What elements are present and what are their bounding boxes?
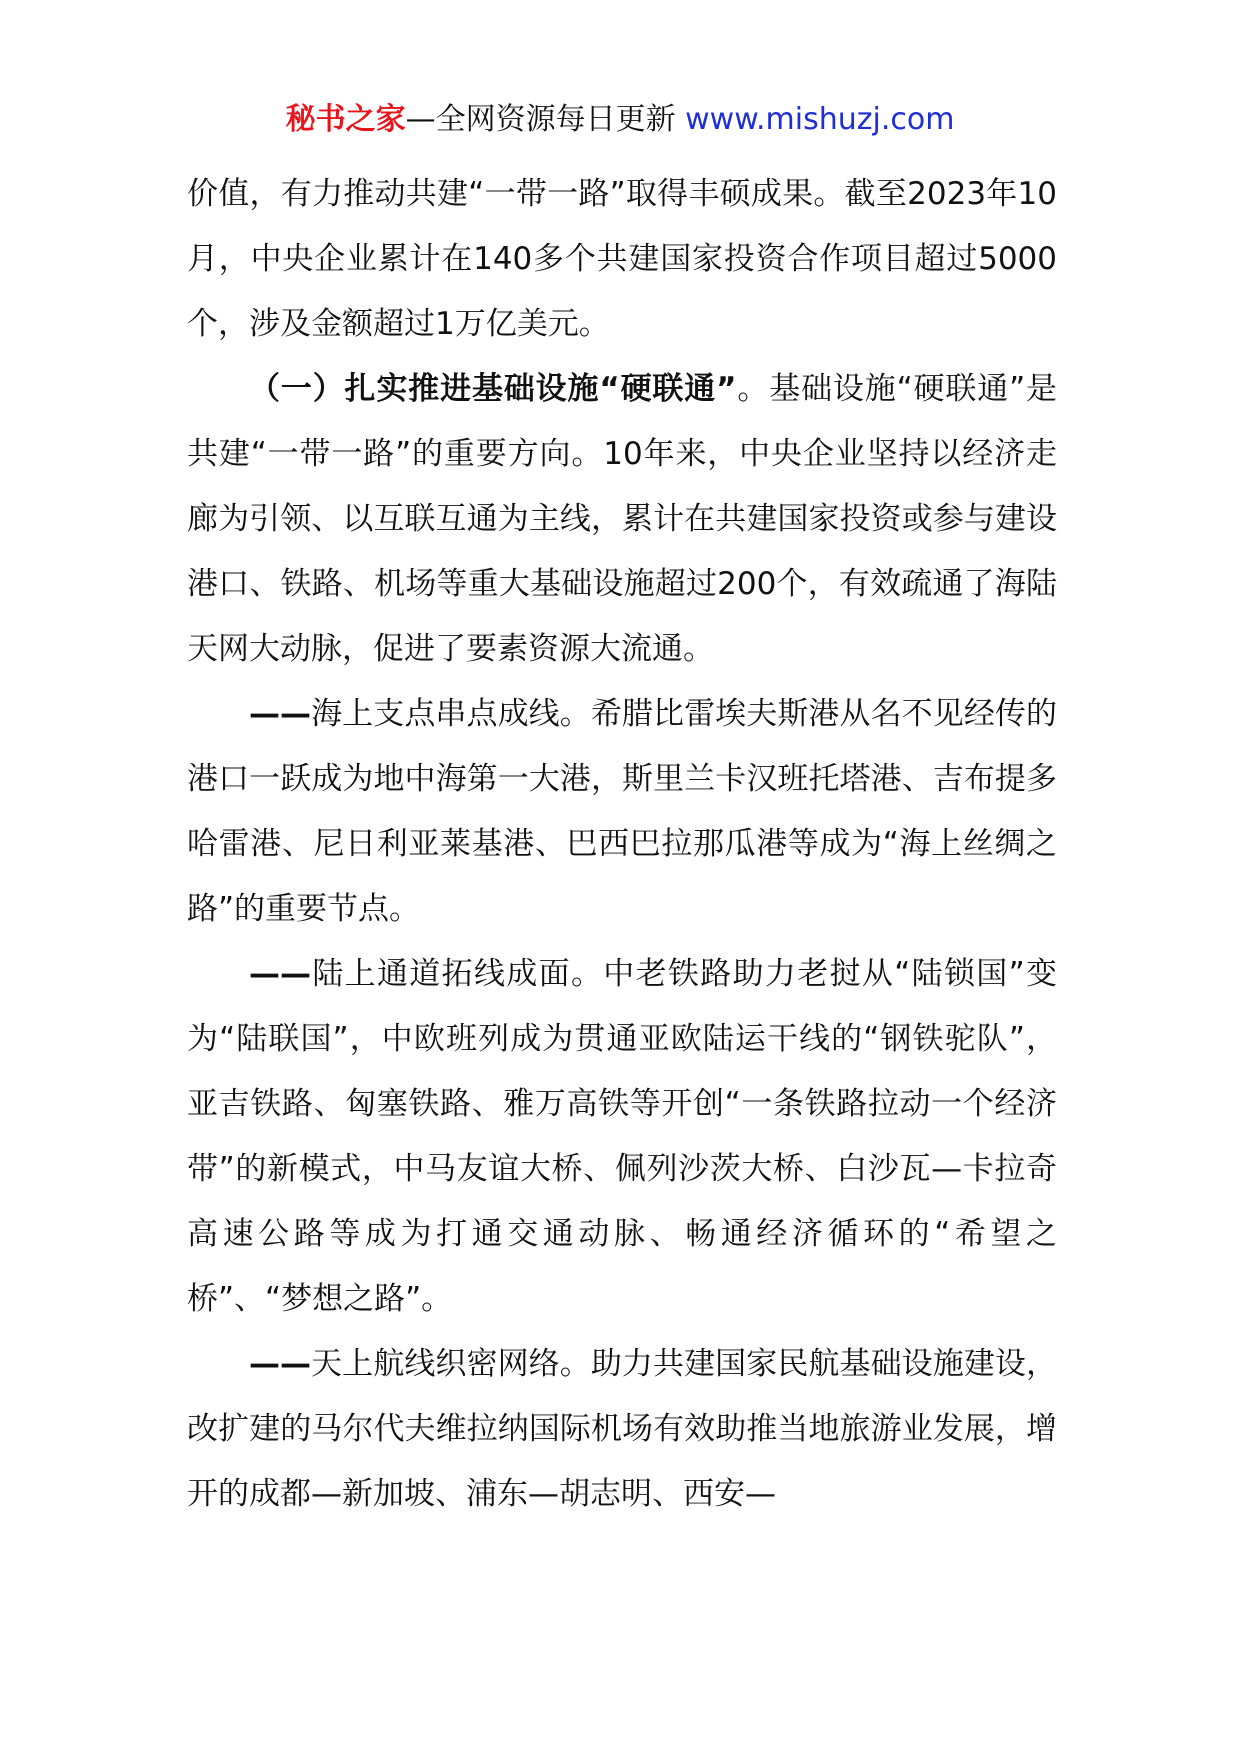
site-brand: 秘书之家 bbox=[285, 102, 406, 137]
paragraph-sea-routes bbox=[187, 682, 1057, 942]
dash-marker: —— bbox=[249, 1346, 311, 1382]
site-header bbox=[0, 100, 1240, 140]
paragraph-text: 。基础设施“硬联通”是共建“一带一路”的重要方向。10年来，中央企业坚持以经济走廊为引领、以互联互通为主线，累计在共建国家投资或参与建设港口、铁路、机场等重大基础设施超过200个，有效疏通了海陆天网大动脉，促进了要素资源大流通。 bbox=[187, 371, 1057, 667]
section-heading: （一）扎实推进基础设施“硬联通” bbox=[249, 371, 737, 407]
dash-marker: —— bbox=[249, 956, 311, 992]
site-tagline: —全网资源每日更新 bbox=[405, 102, 686, 137]
site-url-link[interactable]: www.mishuzj.com bbox=[685, 102, 955, 137]
dash-marker: —— bbox=[249, 696, 311, 732]
paragraph-text: 海上支点串点成线。希腊比雷埃夫斯港从名不见经传的港口一跃成为地中海第一大港，斯里兰卡汉班托塔港、吉布提多哈雷港、尼日利亚莱基港、巴西巴拉那瓜港等成为“海上丝绸之路”的重要节点。 bbox=[187, 696, 1057, 927]
paragraph-text: 价值，有力推动共建“一带一路”取得丰硕成果。截至2023年10月，中央企业累计在140多个共建国家投资合作项目超过5000个，涉及金额超过1万亿美元。 bbox=[187, 176, 1057, 342]
paragraph-land-routes bbox=[187, 942, 1057, 1332]
paragraph-section-1 bbox=[187, 357, 1057, 682]
paragraph-continuation bbox=[187, 162, 1057, 357]
paragraph-text: 陆上通道拓线成面。中老铁路助力老挝从“陆锁国”变为“陆联国”，中欧班列成为贯通亚欧陆运干线的“钢铁驼队”，亚吉铁路、匈塞铁路、雅万高铁等开创“一条铁路拉动一个经济带”的新模式，中马友谊大桥、佩列沙茨大桥、白沙瓦—卡拉奇高速公路等成为打通交通动脉、畅通经济循环的“希望之桥”、“梦想之路”。 bbox=[187, 956, 1057, 1317]
paragraph-text: 天上航线织密网络。助力共建国家民航基础设施建设，改扩建的马尔代夫维拉纳国际机场有效助推当地旅游业发展，增开的成都—新加坡、浦东—胡志明、西安— bbox=[187, 1346, 1057, 1512]
paragraph-air-routes bbox=[187, 1332, 1057, 1527]
document-body bbox=[187, 162, 1057, 1527]
